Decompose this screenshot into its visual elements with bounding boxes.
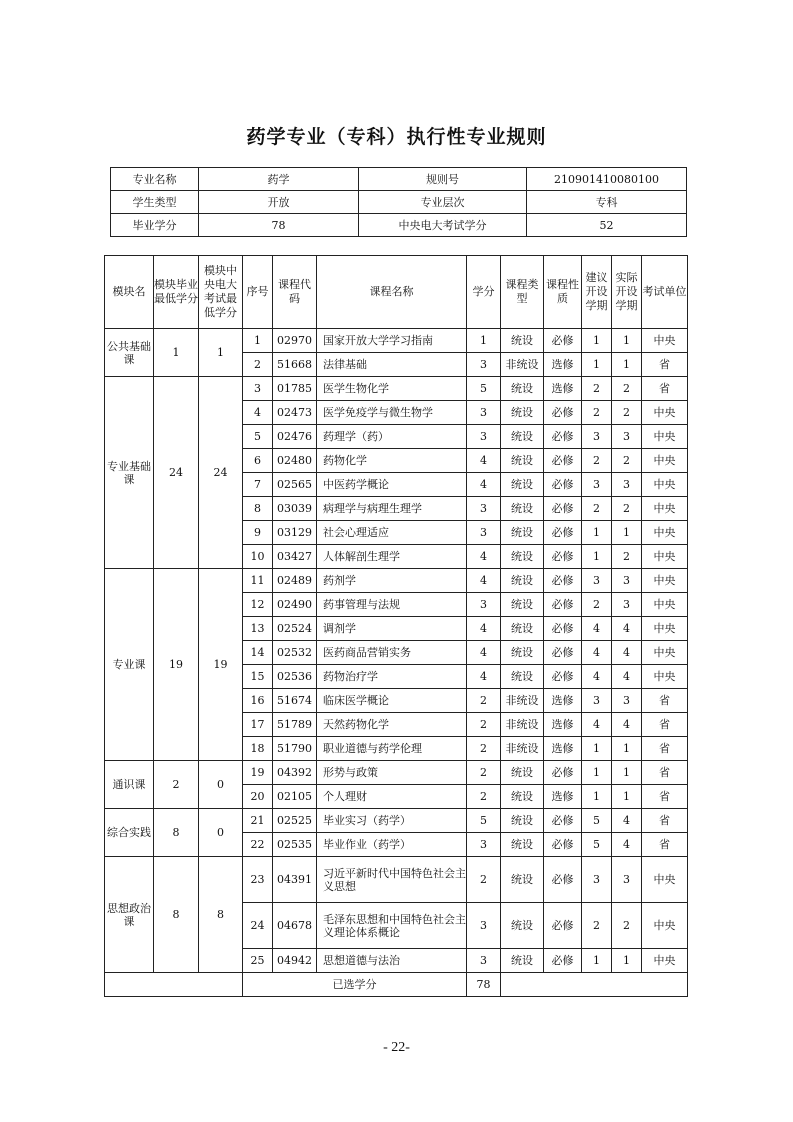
- module-min-credit: 8: [154, 857, 199, 973]
- course-credit: 5: [467, 377, 501, 401]
- suggested-term: 1: [582, 737, 612, 761]
- course-credit: 3: [467, 833, 501, 857]
- course-seq: 7: [243, 473, 273, 497]
- module-min-credit: 8: [154, 809, 199, 857]
- course-name: 习近平新时代中国特色社会主义思想: [317, 857, 467, 903]
- course-code: 02476: [273, 425, 317, 449]
- course-name: 形势与政策: [317, 761, 467, 785]
- actual-term: 4: [612, 665, 642, 689]
- course-name: 药物治疗学: [317, 665, 467, 689]
- course-seq: 10: [243, 545, 273, 569]
- exam-unit: 中央: [642, 949, 688, 973]
- course-type: 统设: [501, 809, 544, 833]
- suggested-term: 2: [582, 903, 612, 949]
- course-credit: 3: [467, 903, 501, 949]
- course-seq: 19: [243, 761, 273, 785]
- suggested-term: 2: [582, 401, 612, 425]
- course-name: 法律基础: [317, 353, 467, 377]
- course-code: 51789: [273, 713, 317, 737]
- suggested-term: 1: [582, 545, 612, 569]
- course-nature: 必修: [544, 521, 582, 545]
- course-nature: 必修: [544, 473, 582, 497]
- course-nature: 必修: [544, 641, 582, 665]
- course-name: 药物化学: [317, 449, 467, 473]
- course-credit: 4: [467, 665, 501, 689]
- exam-unit: 中央: [642, 665, 688, 689]
- course-code: 02525: [273, 809, 317, 833]
- header-module-min-credit: 模块毕业最低学分: [154, 256, 199, 329]
- info-label: 中央电大考试学分: [359, 214, 527, 237]
- course-type: 非统设: [501, 689, 544, 713]
- course-type: 统设: [501, 785, 544, 809]
- course-seq: 11: [243, 569, 273, 593]
- module-central-credit: 24: [199, 377, 243, 569]
- module-central-credit: 19: [199, 569, 243, 761]
- exam-unit: 省: [642, 785, 688, 809]
- course-nature: 必修: [544, 809, 582, 833]
- course-name: 毕业实习（药学）: [317, 809, 467, 833]
- course-credit: 2: [467, 713, 501, 737]
- course-nature: 必修: [544, 593, 582, 617]
- course-credit: 2: [467, 737, 501, 761]
- info-value: 开放: [199, 191, 359, 214]
- course-seq: 15: [243, 665, 273, 689]
- actual-term: 1: [612, 521, 642, 545]
- course-type: 统设: [501, 833, 544, 857]
- course-nature: 选修: [544, 785, 582, 809]
- course-name: 毛泽东思想和中国特色社会主义理论体系概论: [317, 903, 467, 949]
- module-name: 通识课: [105, 761, 154, 809]
- course-seq: 13: [243, 617, 273, 641]
- course-nature: 必修: [544, 833, 582, 857]
- suggested-term: 1: [582, 949, 612, 973]
- course-seq: 25: [243, 949, 273, 973]
- course-type: 统设: [501, 857, 544, 903]
- course-credit: 3: [467, 353, 501, 377]
- course-code: 03039: [273, 497, 317, 521]
- module-name: 思想政治课: [105, 857, 154, 973]
- module-name: 专业基础课: [105, 377, 154, 569]
- course-type: 统设: [501, 903, 544, 949]
- course-seq: 5: [243, 425, 273, 449]
- exam-unit: 中央: [642, 401, 688, 425]
- course-credit: 3: [467, 949, 501, 973]
- exam-unit: 中央: [642, 329, 688, 353]
- suggested-term: 5: [582, 809, 612, 833]
- course-nature: 必修: [544, 569, 582, 593]
- actual-term: 2: [612, 545, 642, 569]
- table-row: [105, 569, 688, 593]
- course-type: 非统设: [501, 713, 544, 737]
- exam-unit: 省: [642, 713, 688, 737]
- course-name: 个人理财: [317, 785, 467, 809]
- suggested-term: 4: [582, 713, 612, 737]
- info-label: 规则号: [359, 168, 527, 191]
- course-seq: 21: [243, 809, 273, 833]
- course-credit: 4: [467, 449, 501, 473]
- course-nature: 必修: [544, 497, 582, 521]
- course-seq: 16: [243, 689, 273, 713]
- total-row: [105, 973, 688, 997]
- exam-unit: 中央: [642, 593, 688, 617]
- info-value: 专科: [527, 191, 687, 214]
- course-nature: 必修: [544, 665, 582, 689]
- course-code: 02524: [273, 617, 317, 641]
- exam-unit: 中央: [642, 521, 688, 545]
- course-credit: 3: [467, 593, 501, 617]
- course-credit: 5: [467, 809, 501, 833]
- header-seq: 序号: [243, 256, 273, 329]
- course-nature: 选修: [544, 737, 582, 761]
- course-credit: 3: [467, 521, 501, 545]
- suggested-term: 4: [582, 617, 612, 641]
- course-plan-table: [104, 255, 688, 997]
- actual-term: 1: [612, 949, 642, 973]
- exam-unit: 省: [642, 377, 688, 401]
- info-row: [111, 214, 687, 237]
- course-name: 社会心理适应: [317, 521, 467, 545]
- header-actual-term: 实际开设学期: [612, 256, 642, 329]
- header-course-type: 课程类型: [501, 256, 544, 329]
- info-value: 78: [199, 214, 359, 237]
- actual-term: 4: [612, 713, 642, 737]
- course-credit: 3: [467, 497, 501, 521]
- suggested-term: 3: [582, 569, 612, 593]
- course-type: 统设: [501, 473, 544, 497]
- course-type: 非统设: [501, 737, 544, 761]
- suggested-term: 2: [582, 497, 612, 521]
- course-seq: 23: [243, 857, 273, 903]
- course-code: 01785: [273, 377, 317, 401]
- total-blank: [105, 973, 243, 997]
- course-seq: 4: [243, 401, 273, 425]
- course-type: 统设: [501, 665, 544, 689]
- suggested-term: 3: [582, 689, 612, 713]
- course-seq: 24: [243, 903, 273, 949]
- course-nature: 选修: [544, 713, 582, 737]
- course-seq: 22: [243, 833, 273, 857]
- page-title: 药学专业（专科）执行性专业规则: [246, 126, 547, 148]
- suggested-term: 1: [582, 329, 612, 353]
- course-name: 天然药物化学: [317, 713, 467, 737]
- course-seq: 20: [243, 785, 273, 809]
- course-credit: 4: [467, 617, 501, 641]
- course-nature: 必修: [544, 617, 582, 641]
- info-value: 52: [527, 214, 687, 237]
- suggested-term: 1: [582, 521, 612, 545]
- course-name: 人体解剖生理学: [317, 545, 467, 569]
- course-seq: 8: [243, 497, 273, 521]
- course-code: 04678: [273, 903, 317, 949]
- course-credit: 4: [467, 641, 501, 665]
- actual-term: 4: [612, 833, 642, 857]
- suggested-term: 3: [582, 473, 612, 497]
- course-type: 非统设: [501, 353, 544, 377]
- actual-term: 1: [612, 353, 642, 377]
- course-type: 统设: [501, 521, 544, 545]
- program-info-table: [110, 167, 687, 237]
- info-label: 专业名称: [111, 168, 199, 191]
- suggested-term: 1: [582, 353, 612, 377]
- actual-term: 2: [612, 903, 642, 949]
- course-name: 职业道德与药学伦理: [317, 737, 467, 761]
- course-seq: 3: [243, 377, 273, 401]
- table-row: [105, 329, 688, 353]
- course-code: 04942: [273, 949, 317, 973]
- course-nature: 选修: [544, 377, 582, 401]
- course-nature: 必修: [544, 857, 582, 903]
- course-credit: 4: [467, 473, 501, 497]
- course-credit: 2: [467, 761, 501, 785]
- course-type: 统设: [501, 497, 544, 521]
- course-code: 02535: [273, 833, 317, 857]
- course-name: 中医药学概论: [317, 473, 467, 497]
- course-nature: 必修: [544, 329, 582, 353]
- course-code: 02480: [273, 449, 317, 473]
- course-credit: 2: [467, 689, 501, 713]
- exam-unit: 中央: [642, 425, 688, 449]
- course-type: 统设: [501, 545, 544, 569]
- course-credit: 1: [467, 329, 501, 353]
- table-row: [105, 761, 688, 785]
- table-header-row: [105, 256, 688, 329]
- course-name: 临床医学概论: [317, 689, 467, 713]
- exam-unit: 中央: [642, 641, 688, 665]
- actual-term: 2: [612, 401, 642, 425]
- suggested-term: 1: [582, 761, 612, 785]
- actual-term: 4: [612, 641, 642, 665]
- suggested-term: 2: [582, 593, 612, 617]
- header-course-code: 课程代码: [273, 256, 317, 329]
- exam-unit: 省: [642, 737, 688, 761]
- course-type: 统设: [501, 617, 544, 641]
- exam-unit: 中央: [642, 473, 688, 497]
- course-seq: 1: [243, 329, 273, 353]
- page-number: - 22-: [383, 1040, 410, 1055]
- module-min-credit: 24: [154, 377, 199, 569]
- course-seq: 9: [243, 521, 273, 545]
- course-type: 统设: [501, 949, 544, 973]
- info-label: 学生类型: [111, 191, 199, 214]
- header-module-central-credit: 模块中央电大考试最低学分: [199, 256, 243, 329]
- module-min-credit: 2: [154, 761, 199, 809]
- actual-term: 3: [612, 473, 642, 497]
- exam-unit: 中央: [642, 449, 688, 473]
- course-name: 医药商品营销实务: [317, 641, 467, 665]
- course-nature: 必修: [544, 903, 582, 949]
- info-value: 210901410080100: [527, 168, 687, 191]
- actual-term: 1: [612, 329, 642, 353]
- suggested-term: 4: [582, 641, 612, 665]
- actual-term: 2: [612, 497, 642, 521]
- exam-unit: 中央: [642, 617, 688, 641]
- course-code: 04392: [273, 761, 317, 785]
- course-type: 统设: [501, 761, 544, 785]
- module-name: 公共基础课: [105, 329, 154, 377]
- header-course-name: 课程名称: [317, 256, 467, 329]
- info-row: [111, 191, 687, 214]
- total-credit: 78: [467, 973, 501, 997]
- actual-term: 3: [612, 569, 642, 593]
- course-code: 02105: [273, 785, 317, 809]
- course-nature: 必修: [544, 449, 582, 473]
- info-label: 专业层次: [359, 191, 527, 214]
- course-code: 02532: [273, 641, 317, 665]
- suggested-term: 2: [582, 449, 612, 473]
- actual-term: 3: [612, 857, 642, 903]
- course-code: 51674: [273, 689, 317, 713]
- exam-unit: 省: [642, 833, 688, 857]
- course-credit: 3: [467, 425, 501, 449]
- course-code: 04391: [273, 857, 317, 903]
- module-min-credit: 1: [154, 329, 199, 377]
- module-central-credit: 8: [199, 857, 243, 973]
- course-name: 医学生物化学: [317, 377, 467, 401]
- exam-unit: 省: [642, 353, 688, 377]
- info-row: [111, 168, 687, 191]
- exam-unit: 省: [642, 761, 688, 785]
- course-type: 统设: [501, 641, 544, 665]
- course-nature: 必修: [544, 545, 582, 569]
- suggested-term: 3: [582, 425, 612, 449]
- suggested-term: 3: [582, 857, 612, 903]
- course-name: 思想道德与法治: [317, 949, 467, 973]
- course-code: 02490: [273, 593, 317, 617]
- course-nature: 选修: [544, 353, 582, 377]
- module-central-credit: 1: [199, 329, 243, 377]
- course-nature: 必修: [544, 761, 582, 785]
- actual-term: 3: [612, 689, 642, 713]
- course-credit: 4: [467, 545, 501, 569]
- header-suggested-term: 建议开设学期: [582, 256, 612, 329]
- actual-term: 1: [612, 737, 642, 761]
- module-central-credit: 0: [199, 761, 243, 809]
- course-code: 03427: [273, 545, 317, 569]
- course-type: 统设: [501, 449, 544, 473]
- course-credit: 4: [467, 569, 501, 593]
- exam-unit: 中央: [642, 497, 688, 521]
- course-code: 51790: [273, 737, 317, 761]
- course-seq: 18: [243, 737, 273, 761]
- course-type: 统设: [501, 569, 544, 593]
- course-nature: 必修: [544, 949, 582, 973]
- course-code: 02970: [273, 329, 317, 353]
- course-seq: 14: [243, 641, 273, 665]
- course-seq: 12: [243, 593, 273, 617]
- course-type: 统设: [501, 401, 544, 425]
- total-label: 已选学分: [243, 973, 467, 997]
- course-name: 毕业作业（药学）: [317, 833, 467, 857]
- header-module-name: 模块名: [105, 256, 154, 329]
- course-credit: 3: [467, 401, 501, 425]
- course-credit: 2: [467, 857, 501, 903]
- exam-unit: 中央: [642, 857, 688, 903]
- header-course-nature: 课程性质: [544, 256, 582, 329]
- actual-term: 3: [612, 425, 642, 449]
- course-code: 51668: [273, 353, 317, 377]
- header-credit: 学分: [467, 256, 501, 329]
- course-name: 调剂学: [317, 617, 467, 641]
- actual-term: 3: [612, 593, 642, 617]
- table-row: [105, 857, 688, 903]
- actual-term: 1: [612, 761, 642, 785]
- course-nature: 选修: [544, 689, 582, 713]
- course-name: 药理学（药）: [317, 425, 467, 449]
- course-type: 统设: [501, 593, 544, 617]
- header-exam-unit: 考试单位: [642, 256, 688, 329]
- course-code: 02565: [273, 473, 317, 497]
- course-code: 03129: [273, 521, 317, 545]
- course-name: 病理学与病理生理学: [317, 497, 467, 521]
- actual-term: 4: [612, 617, 642, 641]
- module-name: 专业课: [105, 569, 154, 761]
- course-type: 统设: [501, 377, 544, 401]
- course-code: 02473: [273, 401, 317, 425]
- course-name: 药剂学: [317, 569, 467, 593]
- exam-unit: 省: [642, 809, 688, 833]
- actual-term: 2: [612, 377, 642, 401]
- actual-term: 4: [612, 809, 642, 833]
- module-name: 综合实践: [105, 809, 154, 857]
- suggested-term: 5: [582, 833, 612, 857]
- exam-unit: 省: [642, 689, 688, 713]
- course-name: 医学免疫学与微生物学: [317, 401, 467, 425]
- total-blank-right: [501, 973, 688, 997]
- course-nature: 必修: [544, 425, 582, 449]
- info-label: 毕业学分: [111, 214, 199, 237]
- exam-unit: 中央: [642, 545, 688, 569]
- course-credit: 2: [467, 785, 501, 809]
- exam-unit: 中央: [642, 903, 688, 949]
- course-name: 药事管理与法规: [317, 593, 467, 617]
- table-row: [105, 377, 688, 401]
- course-seq: 17: [243, 713, 273, 737]
- exam-unit: 中央: [642, 569, 688, 593]
- actual-term: 2: [612, 449, 642, 473]
- suggested-term: 4: [582, 665, 612, 689]
- suggested-term: 1: [582, 785, 612, 809]
- suggested-term: 2: [582, 377, 612, 401]
- course-seq: 6: [243, 449, 273, 473]
- course-code: 02489: [273, 569, 317, 593]
- course-nature: 必修: [544, 401, 582, 425]
- course-type: 统设: [501, 329, 544, 353]
- course-code: 02536: [273, 665, 317, 689]
- course-name: 国家开放大学学习指南: [317, 329, 467, 353]
- course-seq: 2: [243, 353, 273, 377]
- info-value: 药学: [199, 168, 359, 191]
- module-central-credit: 0: [199, 809, 243, 857]
- module-min-credit: 19: [154, 569, 199, 761]
- table-row: [105, 809, 688, 833]
- course-type: 统设: [501, 425, 544, 449]
- actual-term: 1: [612, 785, 642, 809]
